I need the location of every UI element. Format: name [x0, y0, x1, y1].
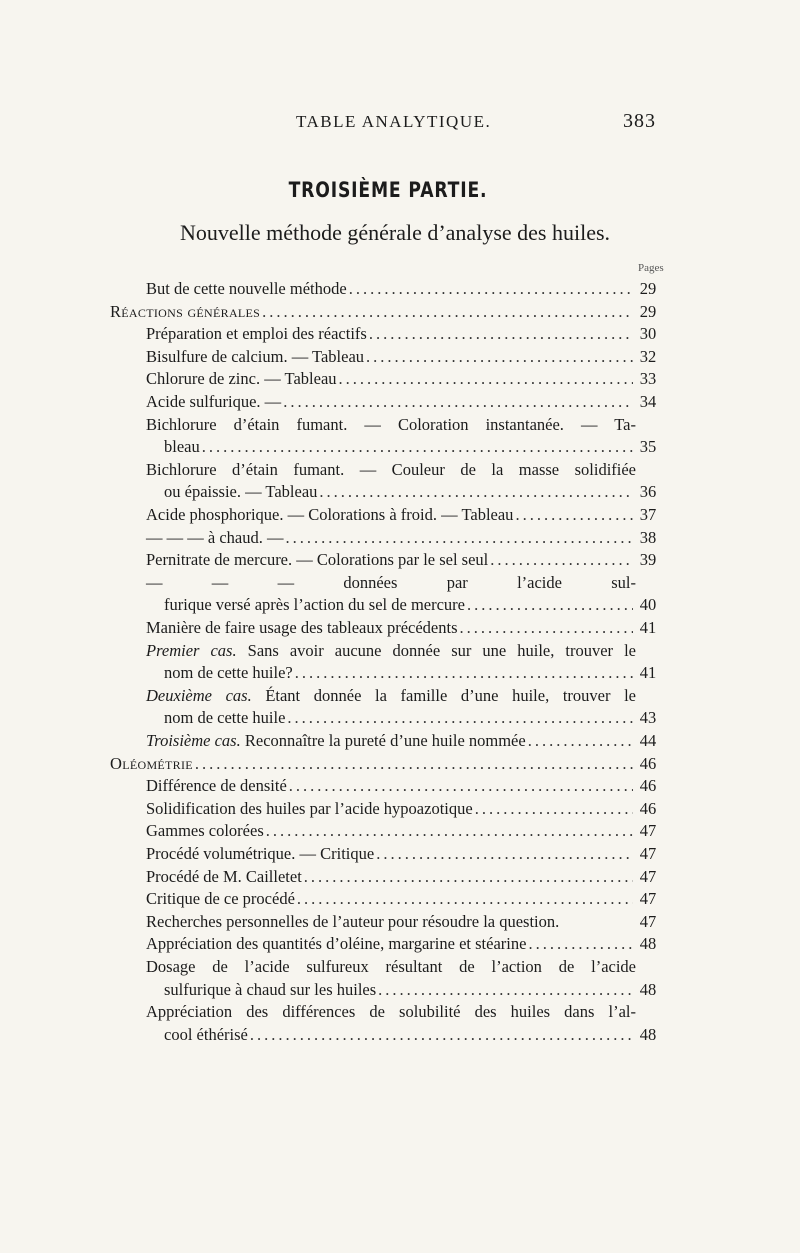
toc-page-number: 29: [639, 301, 657, 321]
dot-leader: [262, 301, 633, 323]
toc-entry-line: [146, 911, 660, 933]
dot-leader: [475, 798, 633, 820]
toc-entry-lead: Premier cas.: [146, 640, 237, 660]
toc-entry-lead: Troisième cas.: [146, 731, 241, 750]
toc-entry-line: [146, 775, 660, 797]
toc-entry-line: [146, 391, 660, 413]
toc-entry-line: [146, 685, 660, 707]
toc-page-number: 29: [639, 279, 657, 298]
dot-leader: [467, 594, 633, 616]
dot-leader: [289, 775, 633, 797]
toc-page-number: 33: [639, 369, 657, 389]
dot-leader: [349, 278, 633, 300]
toc-page-number: 47: [639, 844, 657, 863]
toc-entry-text: sulfurique à chaud sur les huiles: [164, 979, 377, 999]
toc-entry-text: Troisième cas. Reconnaître la pureté d’une huile nommée: [146, 731, 526, 750]
dot-leader: [460, 617, 633, 639]
toc-entry-text: ou épaissie. — Tableau: [164, 482, 318, 502]
part-title: TROISIÈME PARTIE.: [288, 178, 488, 202]
toc-page-number: 41: [639, 618, 657, 637]
toc-entry-text: Recherches personnelles de l’auteur pour résoudre la question.: [146, 911, 560, 931]
dot-leader: [366, 346, 633, 368]
toc-page-number: 46: [639, 798, 657, 818]
toc-entry-text: Procédé volumétrique. — Critique: [146, 844, 375, 863]
toc-page-number: 44: [639, 731, 657, 750]
toc-entry-line: [164, 707, 660, 729]
toc-page-number: 48: [639, 1024, 657, 1044]
dot-leader: [369, 323, 633, 345]
dot-leader: [339, 368, 633, 390]
toc-entry-line: [164, 481, 660, 503]
toc-entry-line: [146, 346, 660, 368]
toc-page-number: 47: [639, 911, 657, 931]
toc-entry-line: [146, 323, 660, 345]
toc-page-number: 46: [639, 753, 657, 773]
dot-leader: [378, 979, 633, 1001]
running-head: [0, 112, 800, 138]
toc-entry-line: [164, 436, 660, 458]
toc-entry-text: Bichlorure d’étain fumant. — Coloration instantanée. — Ta-: [146, 414, 636, 434]
toc-entry-line: [146, 866, 660, 888]
toc-entry-text: Appréciation des différences de solubilité des huiles dans l’al-: [146, 1002, 636, 1022]
toc-entry-text: Dosage de l’acide sulfureux résultant de l’action de l’acide: [146, 957, 636, 976]
toc-entry-text: Chlorure de zinc. — Tableau: [146, 369, 337, 389]
pages-column-label: Pages: [638, 262, 664, 274]
toc-entry-text: Pernitrate de mercure. — Colorations par le sel seul: [146, 550, 489, 570]
toc-page-number: 37: [639, 505, 657, 524]
toc-page-number: 41: [639, 663, 657, 683]
toc-entry-line: [146, 640, 660, 662]
toc-entry-text: nom de cette huile: [164, 708, 286, 728]
section-subtitle: Nouvelle méthode générale d’analyse des huiles.: [179, 220, 611, 245]
toc-page-number: 47: [639, 821, 657, 841]
toc-page-number: 34: [639, 392, 657, 411]
dot-leader: [202, 436, 633, 458]
dot-leader: [515, 504, 633, 526]
toc-entry-line: [164, 662, 660, 684]
toc-entry-line: [146, 368, 660, 390]
toc-entry-text: furique versé après l’action du sel de mercure: [164, 595, 465, 615]
toc-entry-line: [146, 956, 660, 978]
toc-entry-text: bleau: [164, 437, 200, 457]
dot-leader: [528, 933, 633, 955]
toc-page-number: 48: [639, 979, 657, 999]
toc-entry-line: [146, 820, 660, 842]
toc-page-number: 43: [639, 708, 657, 728]
toc-page-number: 35: [639, 437, 657, 457]
dot-leader: [285, 527, 633, 549]
toc-entry-text: Deuxième cas. Étant donnée la famille d’une huile, trouver le: [146, 685, 636, 705]
dot-leader: [287, 707, 633, 729]
toc-entry-line: [146, 730, 660, 752]
toc-entry-line: [146, 933, 660, 955]
toc-entry-text: Procédé de M. Cailletet: [146, 866, 302, 886]
toc-entry-line: [146, 504, 660, 526]
toc-entry-line: [146, 1001, 660, 1023]
toc-entry-text: Acide phosphorique. — Colorations à froid. — Tableau: [146, 505, 514, 524]
dot-leader: [376, 843, 633, 865]
toc-entry-line: [146, 527, 660, 549]
dot-leader: [266, 820, 633, 842]
toc-entry-text: Critique de ce procédé: [146, 889, 295, 909]
dot-leader: [297, 888, 633, 910]
toc-entry-line: [164, 594, 660, 616]
toc-entry-text: Manière de faire usage des tableaux précédents: [146, 618, 458, 637]
toc-entry-line: [146, 414, 660, 436]
toc-page-number: 48: [639, 934, 657, 954]
toc-entry-line: [110, 753, 660, 775]
dot-leader: [195, 753, 633, 775]
toc-entry-line: [110, 301, 660, 323]
toc-entry-text: Préparation et emploi des réactifs: [146, 324, 367, 344]
toc-entry-text: nom de cette huile?: [164, 663, 293, 683]
toc-page-number: 38: [639, 527, 657, 547]
toc-entry-text: Solidification des huiles par l’acide hypoazotique: [146, 798, 473, 818]
toc-entry-line: [146, 843, 660, 865]
toc-entry-line: [146, 278, 660, 300]
toc-entry-text: Gammes colorées: [146, 821, 264, 841]
toc-entry-lead: Deuxième cas.: [146, 685, 252, 705]
toc-entry-text: — — — à chaud. —: [146, 527, 284, 547]
toc-entry-text: Acide sulfurique. —: [146, 392, 282, 411]
dot-leader: [250, 1024, 633, 1046]
toc-entry-text: Oléométrie: [110, 753, 193, 773]
toc-entry-text: Premier cas. Sans avoir aucune donnée sur une huile, trouver le: [146, 640, 636, 660]
dot-leader: [295, 662, 633, 684]
toc-page-number: 36: [639, 482, 657, 502]
dot-leader: [304, 866, 633, 888]
toc-entry-text: — — — données par l’acide sul-: [146, 572, 636, 592]
toc-entry-text: Différence de densité: [146, 776, 287, 796]
dot-leader: [283, 391, 633, 413]
toc-page-number: 46: [639, 776, 657, 796]
toc-entry-line: [146, 617, 660, 639]
toc-entry-line: [146, 549, 660, 571]
toc-page-number: 30: [639, 324, 657, 344]
dot-leader: [490, 549, 633, 571]
toc-page-number: 39: [639, 550, 657, 570]
toc-entry-line: [146, 798, 660, 820]
toc-page-number: 47: [639, 889, 657, 909]
page-number: 383: [623, 110, 656, 132]
toc-entry-line: [146, 459, 660, 481]
toc-entry-text: But de cette nouvelle méthode: [146, 279, 347, 298]
dot-leader: [528, 730, 633, 752]
toc-page-number: 40: [639, 595, 657, 615]
toc-entry-line: [146, 888, 660, 910]
toc-page-number: 32: [639, 346, 657, 366]
dot-leader: [319, 481, 633, 503]
toc-entry-line: [146, 572, 660, 594]
running-head-title: TABLE ANALYTIQUE.: [296, 112, 492, 131]
toc-entry-line: [164, 1024, 660, 1046]
toc-entry-text: cool éthérisé: [164, 1024, 248, 1044]
toc-entry-text: Bichlorure d’étain fumant. — Couleur de la masse solidifiée: [146, 459, 636, 479]
toc-page-number: 47: [639, 866, 657, 886]
toc-entry-text: Réactions générales: [110, 301, 261, 321]
toc-entry-line: [164, 979, 660, 1001]
toc-entry-text: Bisulfure de calcium. — Tableau: [146, 346, 365, 366]
toc-entry-text: Appréciation des quantités d’oléine, margarine et stéarine: [146, 934, 527, 954]
